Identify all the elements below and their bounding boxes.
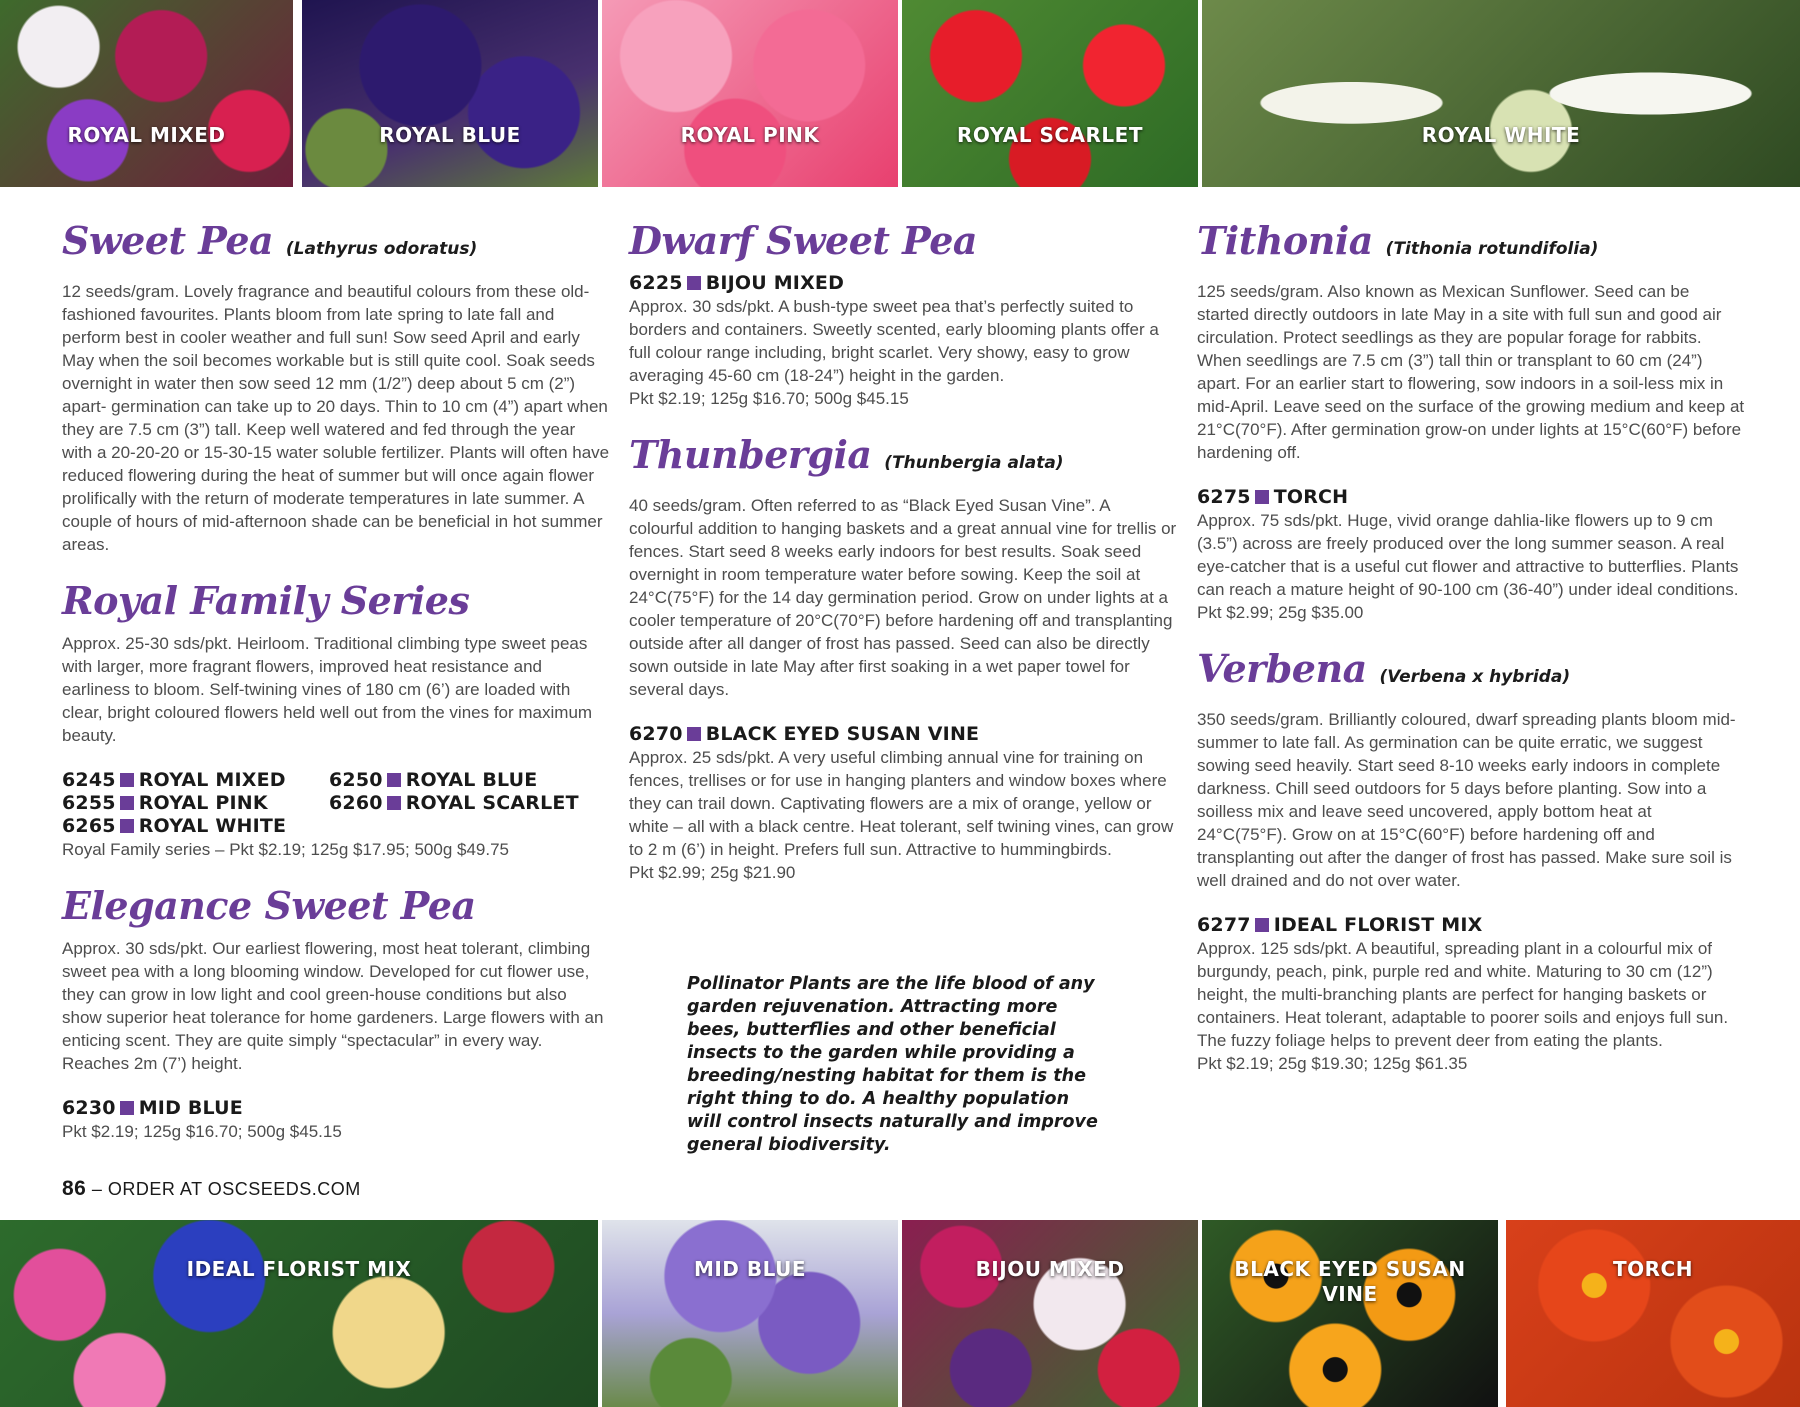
page-footer [62,1177,361,1201]
purple-square-icon [1255,918,1269,932]
variety-name: ROYAL MIXED [138,769,286,791]
page-number: 86 [62,1177,87,1200]
variety-code: 6225 [629,272,683,294]
variety-code: 6277 [1197,914,1251,936]
variety-code: 6265 [62,815,116,837]
black-eyed-susan-description: Approx. 25 sds/pkt. A very useful climbing annual vine for training on fences, trellises or for use in hanging planters and window boxes where they can trail down. Captivating flowers are a mix of orange, yellow or white – all with a black centre. Heat tolerant, self twining vines, can grow to 2 m (6’) in height. Prefers full sun. Attractive to hummingbirds. [629,748,1174,859]
variety-name: TORCH [1273,486,1349,508]
purple-square-icon [120,1101,134,1115]
pollinator-quote: Pollinator Plants are the life blood of any garden rejuvenation. Attracting more bees, butterflies and other beneficial insects to the garden while providing a breeding/nesting habitat for them is the right thing to do. A healthy population will control insects naturally and improve general biodiversity. [687,974,1098,1155]
variety-item [62,1097,610,1120]
variety-item [629,272,1177,295]
variety-code: 6260 [329,792,383,814]
column-left [62,218,610,1143]
photo-label: ROYAL MIXED [67,123,226,147]
photo-black-eyed-susan-vine [1202,1220,1498,1407]
purple-square-icon [387,773,401,787]
variety-item [62,815,329,838]
section-heading-thunbergia [629,432,1177,486]
heading-title: Tithonia [1197,218,1373,263]
heading-title: Verbena [1197,646,1367,691]
heading-title: Dwarf Sweet Pea [629,218,978,263]
photo-label: BIJOU MIXED [975,1257,1125,1281]
thunbergia-description: 40 seeds/gram. Often referred to as “Black Eyed Susan Vine”. A colourful addition to hanging baskets and a great annual vine for trellis or fences. Start seed 8 weeks early indoors for best results. Soak seed overnight in room temperature water before sowing. Keep the soil at 24°C(75°F) for the 14 day germination period. Grow on under lights at a cooler temperature of 20°C(70°F) before hardening off and transplanting outside after all danger of frost has passed. Seed can also be directly sown outside in late May after first soaking in a wet paper towel for several days. [629,496,1177,699]
thunbergia-price: Pkt $2.99; 25g $21.90 [629,863,796,882]
purple-square-icon [387,796,401,810]
photo-label: ROYAL WHITE [1421,123,1581,147]
verbena-description: 350 seeds/gram. Brilliantly coloured, dwarf spreading plants bloom mid-summer to late fall. As germination can be quite erratic, we suggest sowing seed heavily. Start seed 8-10 weeks early indoors in complete darkness. Chill seed outdoors for 5 days before planting. Sow into a soilless mix and leave seed uncovered, apply bottom heat at 24°C(75°F). Grow on at 15°C(60°F) before hardening off and transplanting out after the danger of frost has passed. Make sure soil is well drained and do not over water. [1197,710,1736,890]
heading-title: Royal Family Series [62,578,470,623]
variety-name: ROYAL WHITE [138,815,287,837]
torch-description: Approx. 75 sds/pkt. Huge, vivid orange dahlia-like flowers up to 9 cm (3.5”) across are freely produced over the long summer season. A real eye-catcher that is a useful cut flower and attractive to butterflies. Plants can reach a mature height of 90-100 cm (36-40”) under ideal conditions. [1197,511,1739,599]
section-heading-dwarf-sweet-pea [629,218,1177,264]
photo-label: BLACK EYED SUSAN VINE [1234,1257,1466,1306]
section-heading-sweet-pea [62,218,610,272]
latin-name: (Thunbergia alata) [884,453,1064,473]
purple-square-icon [120,796,134,810]
section-heading-tithonia [1197,218,1745,272]
order-url: – ORDER AT OSCSEEDS.COM [91,1179,361,1199]
section-heading-elegance [62,883,610,929]
ideal-florist-description: Approx. 125 sds/pkt. A beautiful, spreading plant in a colourful mix of burgundy, peach, pink, purple red and white. Maturing to 30 cm (12”) height, the multi-branching plants are perfect for hanging baskets or containers. Heat tolerant, adaptable to poorer soils and enjoys full sun. The fuzzy foliage helps to prevent deer from eating the plants. [1197,939,1729,1050]
variety-name: IDEAL FLORIST MIX [1273,914,1483,936]
variety-item [329,792,610,815]
variety-code: 6255 [62,792,116,814]
photo-royal-pink [602,0,898,187]
variety-item [62,792,329,815]
variety-code: 6250 [329,769,383,791]
variety-code: 6275 [1197,486,1251,508]
heading-title: Thunbergia [629,432,872,477]
variety-item [1197,486,1745,509]
variety-name: MID BLUE [138,1097,243,1119]
variety-code: 6230 [62,1097,116,1119]
purple-square-icon [687,727,701,741]
variety-item [1197,914,1745,937]
photo-ideal-florist-mix [0,1220,598,1407]
variety-name: BLACK EYED SUSAN VINE [705,723,980,745]
photo-label: MID BLUE [693,1257,807,1281]
dwarf-price: Pkt $2.19; 125g $16.70; 500g $45.15 [629,389,909,408]
top-photo-strip [0,0,1800,187]
purple-square-icon [120,819,134,833]
section-heading-royal-family [62,578,610,624]
elegance-price: Pkt $2.19; 125g $16.70; 500g $45.15 [62,1122,342,1141]
variety-name: ROYAL BLUE [405,769,538,791]
variety-item [329,769,610,792]
photo-royal-scarlet [902,0,1198,187]
photo-torch [1506,1220,1800,1407]
royal-family-variety-list [62,769,610,838]
heading-title: Elegance Sweet Pea [62,883,476,928]
photo-mid-blue [602,1220,898,1407]
variety-item [629,723,1177,746]
tithonia-price: Pkt $2.99; 25g $35.00 [1197,603,1364,622]
royal-family-description: Approx. 25-30 sds/pkt. Heirloom. Traditional climbing type sweet peas with larger, more fragrant flowers, improved heat resistance and earliness to bloom. Self-twining vines of 180 cm (6’) are loaded with clear, bright coloured flowers held well out from the vines for maximum beauty. [62,634,593,745]
photo-royal-blue [302,0,598,187]
photo-label: ROYAL SCARLET [957,123,1143,147]
dwarf-description: Approx. 30 sds/pkt. A bush-type sweet pea that’s perfectly suited to borders and containers. Sweetly scented, early blooming plants offer a full colour range including, bright scarlet. Very showy, easy to grow averaging 45-60 cm (18-24”) height in the garden. [629,297,1159,385]
purple-square-icon [687,276,701,290]
section-heading-verbena [1197,646,1745,700]
photo-label: TORCH [1613,1257,1693,1281]
bottom-photo-strip [0,1220,1800,1407]
verbena-price: Pkt $2.19; 25g $19.30; 125g $61.35 [1197,1054,1468,1073]
latin-name: (Lathyrus odoratus) [285,239,478,259]
photo-bijou-mixed [902,1220,1198,1407]
photo-royal-white [1202,0,1800,187]
photo-royal-mixed [0,0,293,187]
tithonia-description: 125 seeds/gram. Also known as Mexican Sunflower. Seed can be started directly outdoors in late May in a site with full sun and good air circulation. Protect seedlings as they are popular forage for rabbits. When seedlings are 7.5 cm (3”) tall thin or transplant to 60 cm (24”) apart. For an earlier start to flowering, sow indoors in a soil-less mix in mid-April. Leave seed on the surface of the growing medium and keep at 21°C(70°F). After germination grow-on under lights at 15°C(60°F) before hardening off. [1197,282,1745,462]
purple-square-icon [1255,490,1269,504]
sweet-pea-description: 12 seeds/gram. Lovely fragrance and beautiful colours from these old-fashioned favourites. Plants bloom from late spring to late fall and perform best in cooler weather and full sun! Sow seed April and early May when the soil becomes workable but is still quite cool. Soak seeds overnight in water then sow seed 12 mm (1/2”) deep about 5 cm (2”) apart- germination can take up to 20 days. Thin to 10 cm (4”) apart when they are 7.5 cm (3”) tall. Keep well watered and fed through the year with a 20-20-20 or 15-30-15 water soluble fertilizer. Plants will often have reduced flowering during the heat of summer but will once again flower prolifically with the return of moderate temperatures in late summer. A couple of hours of mid-afternoon shade can be beneficial in hot summer areas. [62,282,610,554]
latin-name: (Verbena x hybrida) [1379,667,1571,687]
column-middle [629,218,1177,884]
variety-name: ROYAL PINK [138,792,268,814]
royal-family-price: Royal Family series – Pkt $2.19; 125g $17.95; 500g $49.75 [62,840,510,859]
photo-label: IDEAL FLORIST MIX [186,1257,412,1281]
heading-title: Sweet Pea [62,218,274,263]
variety-item [62,769,329,792]
photo-label: ROYAL PINK [680,123,820,147]
variety-code: 6245 [62,769,116,791]
variety-code: 6270 [629,723,683,745]
variety-name: ROYAL SCARLET [405,792,579,814]
photo-label: ROYAL BLUE [379,123,521,147]
column-right [1197,218,1745,1075]
elegance-description: Approx. 30 sds/pkt. Our earliest flowering, most heat tolerant, climbing sweet pea with a long blooming window. Developed for cut flower use, they can grow in low light and cool green-house conditions but also show superior heat tolerance for home gardeners. Large flowers with an enticing scent. They are quite simply “spectacular” in every way. Reaches 2m (7’) height. [62,939,604,1073]
variety-name: BIJOU MIXED [705,272,845,294]
purple-square-icon [120,773,134,787]
latin-name: (Tithonia rotundifolia) [1385,239,1599,259]
